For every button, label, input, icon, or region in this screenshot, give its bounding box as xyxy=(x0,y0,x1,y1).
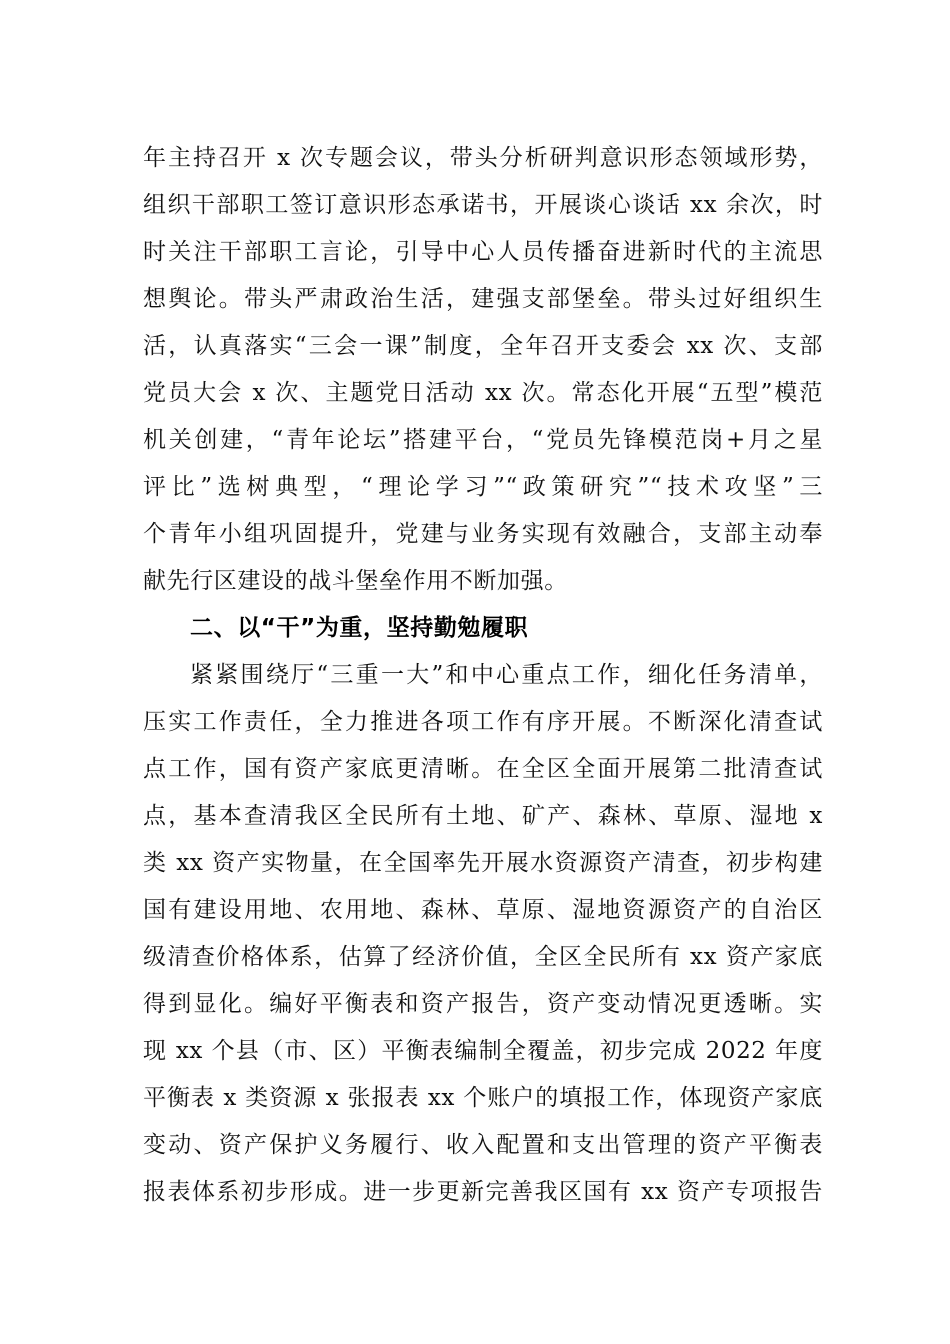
paragraph-line: 压实工作责任，全力推进各项工作有序开展。不断深化清查试 xyxy=(143,709,823,735)
paragraph-line: 想舆论。带头严肃政治生活，建强支部堡垒。带头过好组织生 xyxy=(143,286,823,312)
paragraph-line: 献先行区建设的战斗堡垒作用不断加强。 xyxy=(143,568,568,594)
paragraph-line: 评比”选树典型，“理论学习”“政策研究”“技术攻坚”三 xyxy=(143,474,823,500)
paragraph-line: 得到显化。编好平衡表和资产报告，资产变动情况更透晰。实 xyxy=(143,991,823,1017)
paragraph-line: 组织干部职工签订意识形态承诺书，开展谈心谈话 xx 余次，时 xyxy=(143,192,823,218)
paragraph-line: 现 xx 个县（市、区）平衡表编制全覆盖，初步完成 2022 年度 xyxy=(143,1038,823,1064)
paragraph-line: 变动、资产保护义务履行、收入配置和支出管理的资产平衡表 xyxy=(143,1132,823,1158)
paragraph-line: 机关创建，“青年论坛”搭建平台，“党员先锋模范岗+月之星 xyxy=(143,427,823,453)
paragraph-line: 紧紧围绕厅“三重一大”和中心重点工作，细化任务清单， xyxy=(190,662,823,688)
paragraph-line: 级清查价格体系，估算了经济价值，全区全民所有 xx 资产家底 xyxy=(143,944,823,970)
paragraph-line: 国有建设用地、农用地、森林、草原、湿地资源资产的自治区 xyxy=(143,897,823,923)
paragraph-line: 点，基本查清我区全民所有土地、矿产、森林、草原、湿地 x xyxy=(143,803,823,829)
paragraph-line: 类 xx 资产实物量，在全国率先开展水资源资产清查，初步构建 xyxy=(143,850,823,876)
paragraph-line: 时关注干部职工言论，引导中心人员传播奋进新时代的主流思 xyxy=(143,239,823,265)
paragraph-line: 点工作，国有资产家底更清晰。在全区全面开展第二批清查试 xyxy=(143,756,823,782)
paragraph-line: 平衡表 x 类资源 x 张报表 xx 个账户的填报工作，体现资产家底 xyxy=(143,1085,823,1111)
paragraph-line: 党员大会 x 次、主题党日活动 xx 次。常态化开展“五型”模范 xyxy=(143,380,823,406)
paragraph-line: 个青年小组巩固提升，党建与业务实现有效融合，支部主动奉 xyxy=(143,521,823,547)
paragraph-line: 活，认真落实“三会一课”制度，全年召开支委会 xx 次、支部 xyxy=(143,333,823,359)
paragraph-line: 报表体系初步形成。进一步更新完善我区国有 xx 资产专项报告 xyxy=(143,1179,823,1205)
paragraph-line: 年主持召开 x 次专题会议，带头分析研判意识形态领域形势， xyxy=(143,145,823,171)
section-heading: 二、以“干”为重，坚持勤勉履职 xyxy=(190,615,529,641)
